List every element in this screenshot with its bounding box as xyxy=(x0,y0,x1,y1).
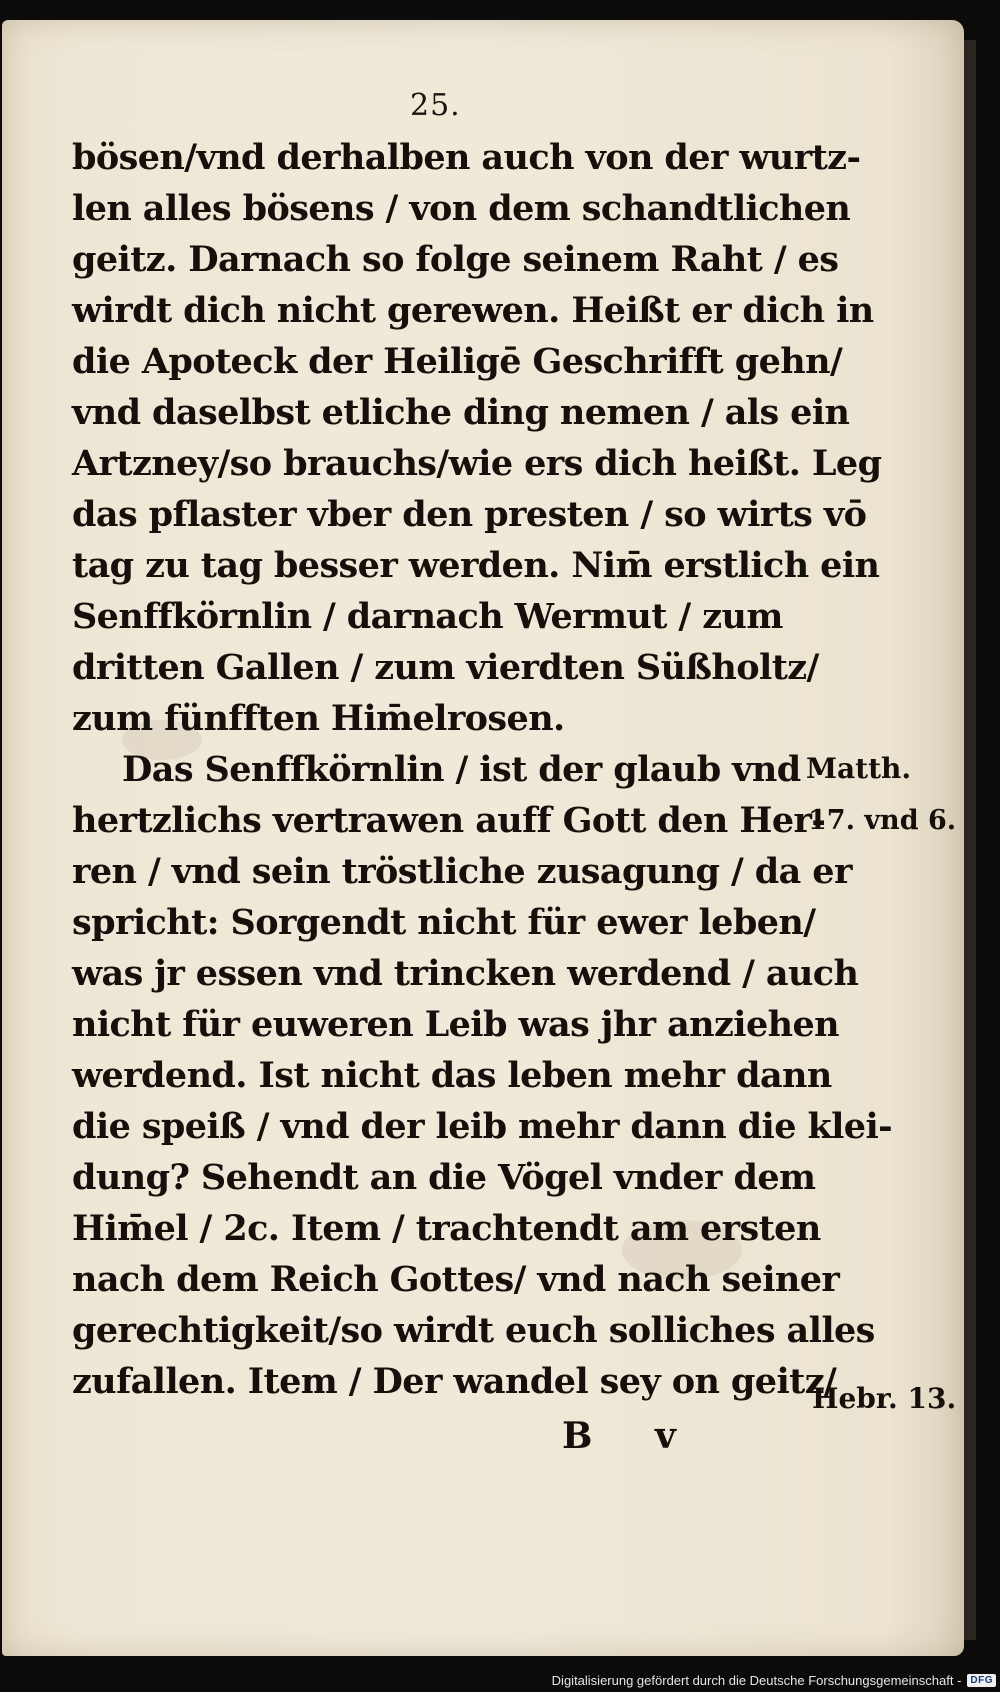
text-line: die speiß / vnd der leib mehr dann die klei- xyxy=(72,1106,893,1147)
text-line: dritten Gallen / zum vierdten Süßholtz/ xyxy=(72,647,819,688)
text-line: len alles bösens / von dem schandtlichen xyxy=(72,188,851,229)
text-line: wirdt dich nicht gerewen. Heißt er dich in xyxy=(72,290,874,331)
text-line: Artzney/so brauchs/wie ers dich heißt. Leg xyxy=(72,443,882,484)
text-line: gerechtigkeit/so wirdt euch solliches alles xyxy=(72,1310,875,1351)
text-line: spricht: Sorgendt nicht für ewer leben/ xyxy=(72,902,816,943)
text-line: hertzlichs vertrawen auff Gott den Her- xyxy=(72,800,826,841)
text-line: was jr essen vnd trincken werdend / auch xyxy=(72,953,859,994)
page-number: 25. xyxy=(410,88,461,123)
marginal-note-matth-reference: 17. vnd 6. xyxy=(808,805,957,836)
text-line: Senffkörnlin / darnach Wermut / zum xyxy=(72,596,783,637)
text-line: zum fünfften Him̄elrosen. xyxy=(72,698,565,739)
dfg-logo: DFG xyxy=(967,1674,996,1687)
text-line: nach dem Reich Gottes/ vnd nach seiner xyxy=(72,1259,840,1300)
text-line: werdend. Ist nicht das leben mehr dann xyxy=(72,1055,832,1096)
text-line: Das Senffkörnlin / ist der glaub vnd xyxy=(122,749,801,790)
text-line: geitz. Darnach so folge seinem Raht / es xyxy=(72,239,839,280)
text-line: bösen/vnd derhalben auch von der wurtz- xyxy=(72,137,861,178)
signature-mark: B v xyxy=(562,1415,676,1457)
marginal-note-hebr: Hebr. 13. xyxy=(812,1382,957,1415)
text-line: Him̄el / 2c. Item / trachtendt am ersten xyxy=(72,1208,821,1249)
text-line: das pflaster vber den presten / so wirts vō xyxy=(72,494,867,535)
text-line: ren / vnd sein tröstliche zusagung / da er xyxy=(72,851,852,892)
text-line: tag zu tag besser werden. Nim̄ erstlich ein xyxy=(72,545,880,586)
text-line: nicht für euweren Leib was jhr anziehen xyxy=(72,1004,840,1045)
marginal-note-matth: Matth. xyxy=(806,752,912,785)
digitization-credit xyxy=(552,1673,996,1688)
text-line: vnd daselbst etliche ding nemen / als ein xyxy=(72,392,850,433)
text-line: die Apoteck der Heiligē Geschrifft gehn/ xyxy=(72,341,843,382)
text-line: zufallen. Item / Der wandel sey on geitz/ xyxy=(72,1361,837,1402)
text-line: dung? Sehendt an die Vögel vnder dem xyxy=(72,1157,816,1198)
credit-text: Digitalisierung gefördert durch die Deutsche Forschungsgemeinschaft - xyxy=(551,1673,962,1688)
